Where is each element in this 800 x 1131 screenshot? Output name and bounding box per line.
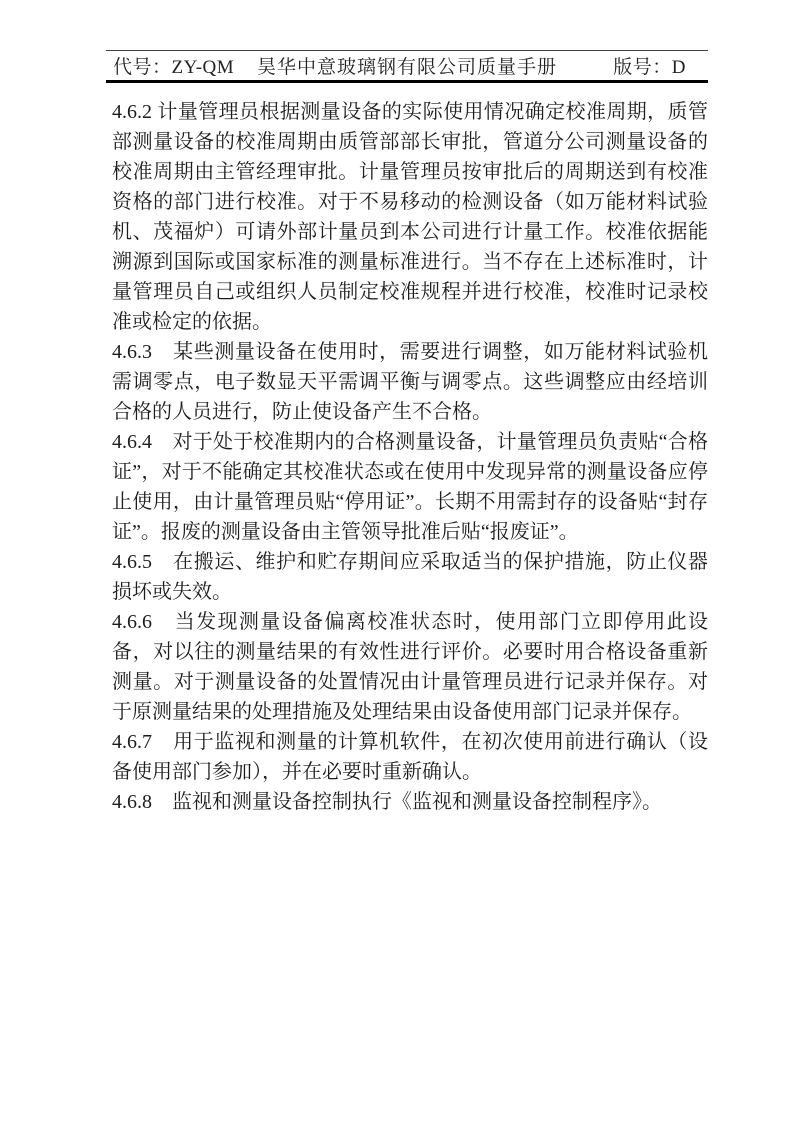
paragraph-4-6-3: 4.6.3 某些测量设备在使用时，需要进行调整，如万能材料试验机需调零点，电子数显天平需调平衡与调零点。这些调整应由经培训合格的人员进行，防止使设备产生不合格。 [112,341,708,423]
header-code-label: 代号：ZY-QM [113,57,235,78]
header-version-label: 版号：D [613,57,686,78]
document-body [112,97,708,817]
paragraph-4-6-8: 4.6.8 监视和测量设备控制执行《监视和测量设备控制程序》。 [112,791,662,813]
paragraph-4-6-4: 4.6.4 对于处于校准期内的合格测量设备，计量管理员负责贴“合格证”，对于不能确定其校准状态或在使用中发现异常的测量设备应停止使用，由计量管理员贴“停用证”。长期不用需封存的设备贴“封存证”。报废的测量设备由主管领导批准后贴“报废证”。 [112,431,708,543]
page-header [106,50,708,83]
paragraph-4-6-6: 4.6.6 当发现测量设备偏离校准状态时，使用部门立即停用此设备，对以往的测量结果的有效性进行评价。必要时用合格设备重新测量。对于测量设备的处置情况由计量管理员进行记录并保存。对于原测量结果的处理措施及处理结果由设备使用部门记录并保存。 [112,611,708,723]
page-title: 昊华中意玻璃钢有限公司质量手册 [256,57,557,78]
paragraph-4-6-5: 4.6.5 在搬运、维护和贮存期间应采取适当的保护措施，防止仪器损坏或失效。 [112,551,708,603]
paragraph-4-6-2: 4.6.2 计量管理员根据测量设备的实际使用情况确定校准周期，质管部测量设备的校准周期由质管部部长审批，管道分公司测量设备的校准周期由主管经理审批。计量管理员按审批后的周期送到有校准资格的部门进行校准。对于不易移动的检测设备（如万能材料试验机、茂福炉）可请外部计量员到本公司进行计量工作。校准依据能溯源到国际或国家标准的测量标准进行。当不存在上述标准时，计量管理员自己或组织人员制定校准规程并进行校准，校准时记录校准或检定的依据。 [112,101,708,333]
paragraph-4-6-7: 4.6.7 用于监视和测量的计算机软件，在初次使用前进行确认（设备使用部门参加），并在必要时重新确认。 [112,731,708,783]
